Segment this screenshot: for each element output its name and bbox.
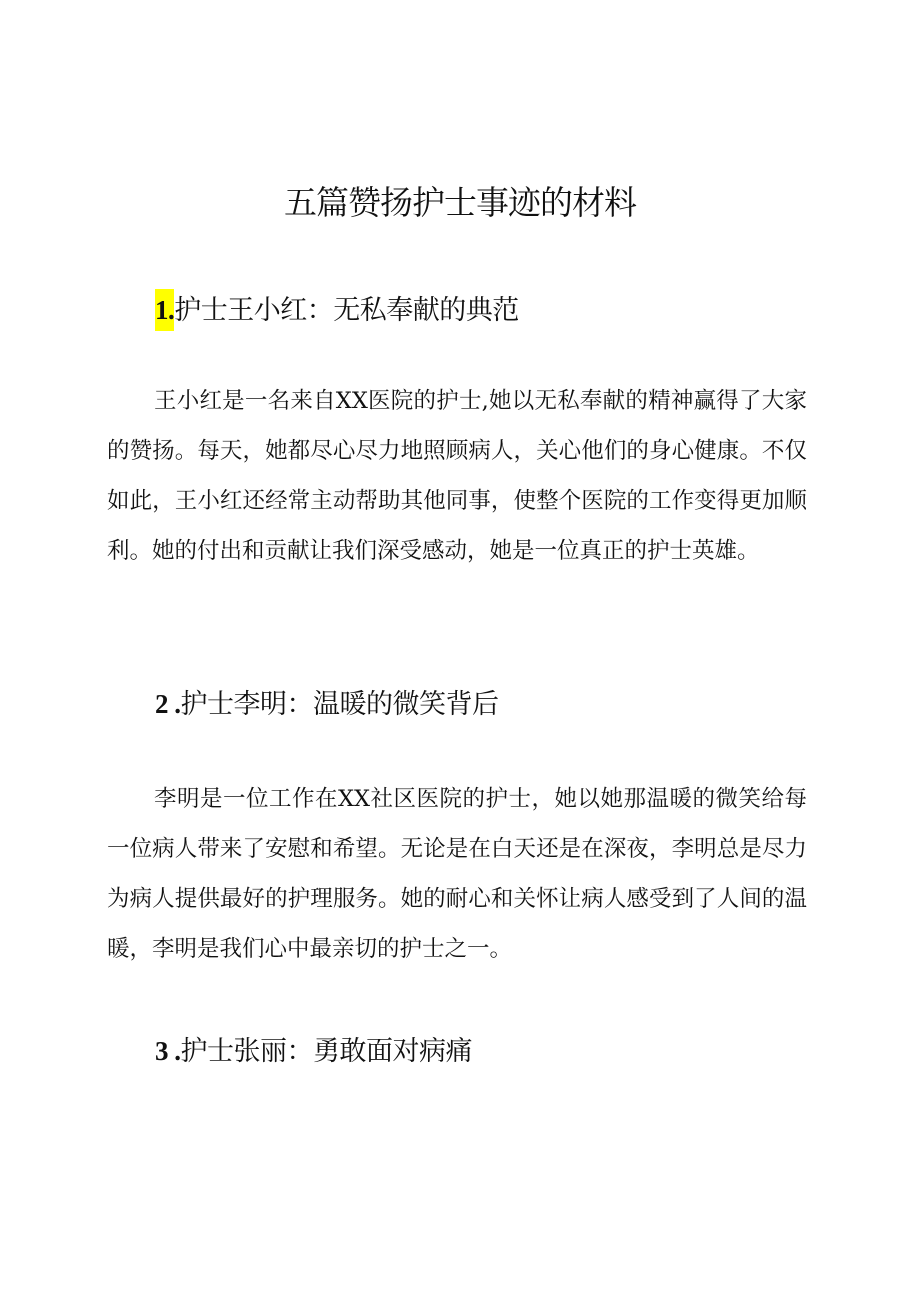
section-heading-3: [155, 1031, 472, 1072]
section-number-2: 2: [155, 689, 168, 719]
section-separator-3: .: [168, 1036, 181, 1066]
section-separator-2: .: [168, 689, 181, 719]
section-number-3: 3: [155, 1036, 168, 1066]
section-paragraph-2: 李明是一位工作在XX社区医院的护士，她以她那温暖的微笑给每一位病人带来了安慰和希望。无论是在白天还是在深夜，李明总是尽力为病人提供最好的护理服务。她的耐心和关怀让病人感受到了人间的温暖，李明是我们心中最亲切的护士之一。: [107, 786, 807, 962]
section-paragraph-1: 王小红是一名来自XX医院的护士,她以无私奉献的精神赢得了大家的赞扬。每天，她都尽心尽力地照顾病人，关心他们的身心健康。不仅如此，王小红还经常主动帮助其他同事，使整个医院的工作变得更加顺利。她的付出和贡献让我们深受感动，她是一位真正的护士英雄。: [107, 388, 807, 564]
section-heading-2: [155, 684, 499, 725]
section-number-1-highlighted: 1.: [155, 289, 174, 331]
document-title: 五篇赞扬护士事迹的材料: [284, 183, 636, 222]
section-heading-3-text: 护士张丽：勇敢面对病痛: [180, 1036, 472, 1067]
section-heading-2-text: 护士李明：温暖的微笑背后: [180, 689, 499, 720]
section-heading-1-text: 护士王小红：无私奉献的典范: [174, 295, 519, 326]
section-heading-1: [155, 290, 519, 331]
